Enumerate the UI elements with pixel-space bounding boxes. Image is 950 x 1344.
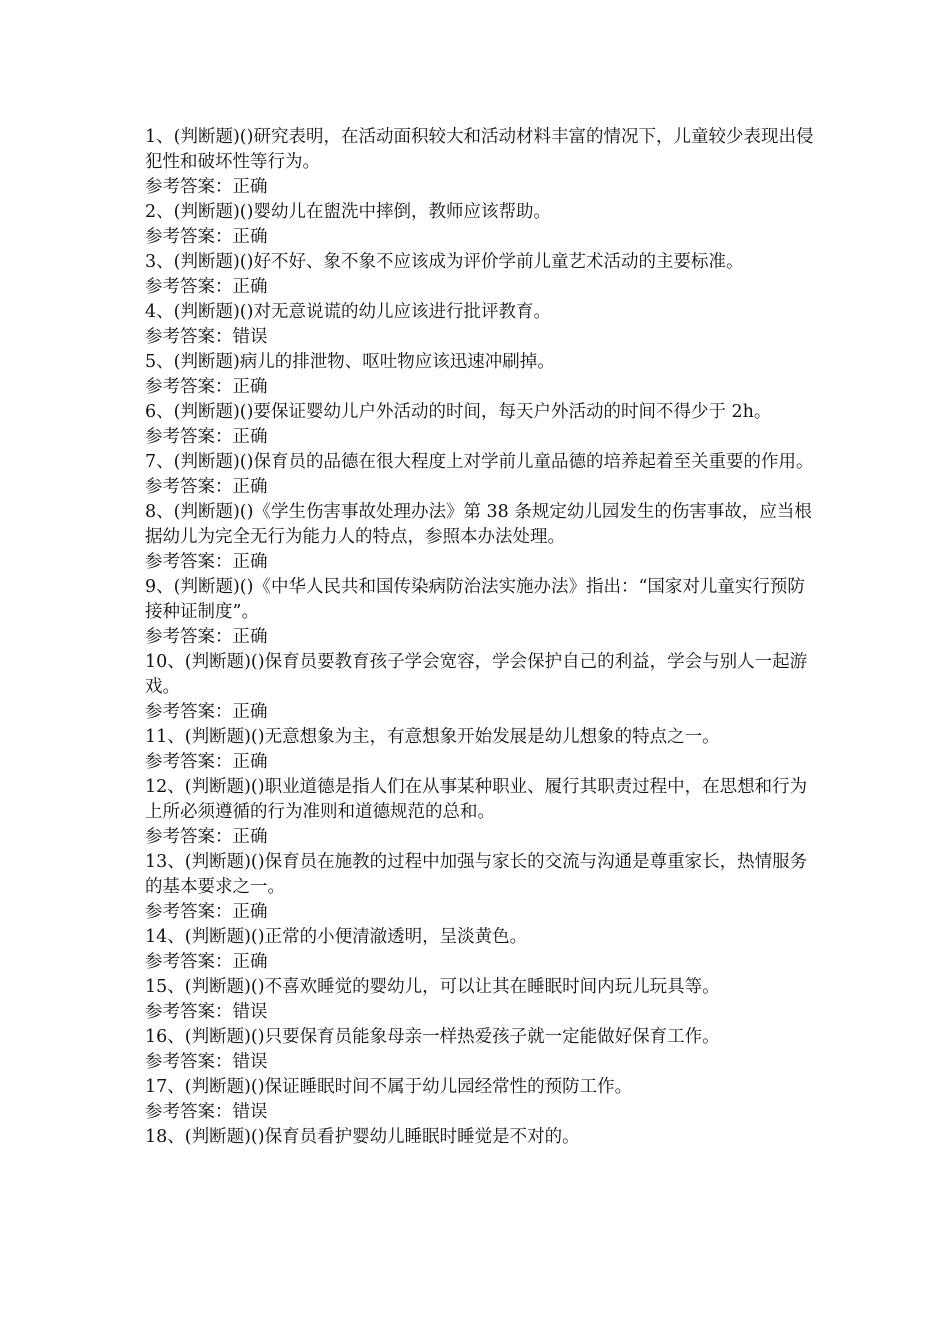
answer-4: 参考答案：错误 <box>145 327 268 347</box>
question-11: 11、(判断题)()无意想象为主，有意想象开始发展是幼儿想象的特点之一。 <box>145 727 720 747</box>
question-16: 16、(判断题)()只要保育员能象母亲一样热爱孩子就一定能做好保育工作。 <box>145 1027 720 1047</box>
question-18: 18、(判断题)()保育员看护婴幼儿睡眠时睡觉是不对的。 <box>145 1127 580 1147</box>
question-12: 12、(判断题)()职业道德是指人们在从事某种职业、履行其职责过程中，在思想和行为上所必须遵循的行为准则和道德规范的总和。 <box>145 777 808 822</box>
question-5: 5、(判断题)病儿的排泄物、呕吐物应该迅速冲刷掉。 <box>145 352 555 372</box>
answer-2: 参考答案：正确 <box>145 227 268 247</box>
question-17: 17、(判断题)()保证睡眠时间不属于幼儿园经常性的预防工作。 <box>145 1077 633 1097</box>
answer-9: 参考答案：正确 <box>145 627 268 647</box>
answer-8: 参考答案：正确 <box>145 552 268 572</box>
question-13: 13、(判断题)()保育员在施教的过程中加强与家长的交流与沟通是尊重家长，热情服务的基本要求之一。 <box>145 852 808 897</box>
question-14: 14、(判断题)()正常的小便清澈透明，呈淡黄色。 <box>145 927 528 947</box>
question-6: 6、(判断题)()要保证婴幼儿户外活动的时间，每天户外活动的时间不得少于 2h。 <box>145 402 772 422</box>
question-3: 3、(判断题)()好不好、象不象不应该成为评价学前儿童艺术活动的主要标准。 <box>145 252 744 272</box>
answer-16: 参考答案：错误 <box>145 1052 268 1072</box>
answer-12: 参考答案：正确 <box>145 827 268 847</box>
answer-13: 参考答案：正确 <box>145 902 268 922</box>
answer-7: 参考答案：正确 <box>145 477 268 497</box>
question-4: 4、(判断题)()对无意说谎的幼儿应该进行批评教育。 <box>145 302 551 322</box>
answer-14: 参考答案：正确 <box>145 952 268 972</box>
answer-10: 参考答案：正确 <box>145 702 268 722</box>
answer-1: 参考答案：正确 <box>145 177 268 197</box>
question-10: 10、(判断题)()保育员要教育孩子学会宽容，学会保护自己的利益，学会与别人一起游戏。 <box>145 652 808 697</box>
question-15: 15、(判断题)()不喜欢睡觉的婴幼儿，可以让其在睡眠时间内玩儿玩具等。 <box>145 977 720 997</box>
answer-5: 参考答案：正确 <box>145 377 268 397</box>
answer-15: 参考答案：错误 <box>145 1002 268 1022</box>
question-2: 2、(判断题)()婴幼儿在盥洗中摔倒，教师应该帮助。 <box>145 202 551 222</box>
answer-6: 参考答案：正确 <box>145 427 268 447</box>
answer-3: 参考答案：正确 <box>145 277 268 297</box>
question-7: 7、(判断题)()保育员的品德在很大程度上对学前儿童品德的培养起着至关重要的作用。 <box>145 452 814 472</box>
question-1: 1、(判断题)()研究表明，在活动面积较大和活动材料丰富的情况下，儿童较少表现出侵犯性和破坏性等行为。 <box>145 127 814 172</box>
question-8: 8、(判断题)()《学生伤害事故处理办法》第 38 条规定幼儿园发生的伤害事故，应当根据幼儿为完全无行为能力人的特点，参照本办法处理。 <box>145 502 812 547</box>
answer-11: 参考答案：正确 <box>145 752 268 772</box>
question-list <box>145 125 815 1150</box>
answer-17: 参考答案：错误 <box>145 1102 268 1122</box>
question-9: 9、(判断题)()《中华人民共和国传染病防治法实施办法》指出：“国家对儿童实行预防接种证制度”。 <box>145 577 805 622</box>
